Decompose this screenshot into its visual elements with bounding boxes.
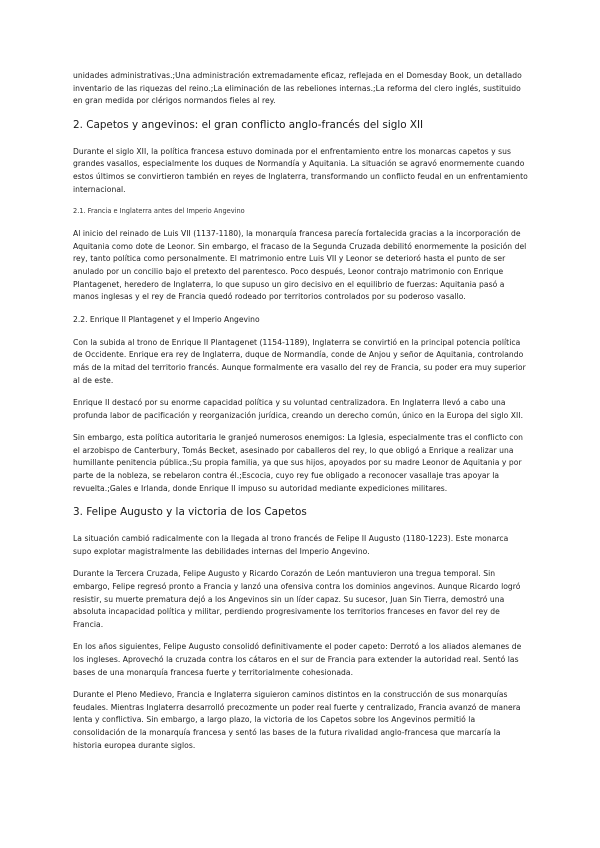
paragraph-pleno-medievo: Durante el Pleno Medievo, Francia e Inglaterra siguieron caminos distintos en la construcción de sus monarquías feudales. Mientras Inglaterra desarrolló precozmente un poder real fuerte y centralizado, Francia avanzó de manera lenta y conflictiva. Sin embargo, a largo plazo, la victoria de los Capetos sobre los Angevinos permitió la consolidación de la monarquía francesa y sentó las bases de la futura rivalidad anglo-francesa que marcaría la historia europea durante siglos. (73, 690, 521, 750)
document-body (73, 70, 528, 762)
paragraph-enemigos: Sin embargo, esta política autoritaria le granjeó numerosos enemigos: La Iglesia, especialmente tras el conflicto con el arzobispo de Canterbury, Tomás Becket, asesinado por caballeros del rey, lo que obligó a Enrique a realizar una humillante penitencia pública.;Su propia familia, ya que sus hijos, apoyados por su madre Leonor de Aquitania y por parte de la nobleza, se rebelaron contra él.;Escocia, cuyo rey fue obligado a reconocer vasallaje tras apoyar la revuelta.;Gales e Irlanda, donde Enrique II impuso su autoridad mediante expediciones militares. (73, 433, 524, 493)
paragraph-enrique-ii-trono: Con la subida al trono de Enrique II Plantagenet (1154-1189), Inglaterra se convirtió en la principal potencia política de Occidente. Enrique era rey de Inglaterra, duque de Normandía, conde de Anjou y señor de Aquitania, controlando más de la mitad del territorio francés. Aunque formalmente era vasallo del rey de Francia, su poder era muy superior al de este. (73, 337, 526, 385)
subsection-heading-2-1: 2.1. Francia e Inglaterra antes del Imperio Angevino (73, 207, 245, 216)
paragraph-enrique-ii-politica: Enrique II destacó por su enorme capacidad política y su voluntad centralizadora. En Inglaterra llevó a cabo una profunda labor de pacificación y reorganización jurídica, creando un derecho común, único en la Europa del siglo XII. (73, 398, 524, 420)
paragraph-consolidacion: En los años siguientes, Felipe Augusto consolidó definitivamente el poder capeto: Derrotó a los aliados alemanes de los ingleses. Aprovechó la cruzada contra los cátaros en el sur de Francia para extender la autoridad real. Sentó las bases de una monarquía francesa fuerte y territorialmente cohesionada. (73, 642, 522, 677)
paragraph-felipe-ii: La situación cambió radicalmente con la llegada al trono francés de Felipe II Augusto (1180-1223). Este monarca supo explotar magistralmente las debilidades internas del Imperio Angevino. (73, 534, 509, 556)
paragraph-intro-siglo-xii: Durante el siglo XII, la política francesa estuvo dominada por el enfrentamiento entre los monarcas capetos y sus grandes vasallos, especialmente los duques de Normandía y Aquitania. La situación se agravó enormemente cuando estos últimos se convirtieron también en reyes de Inglaterra, transformando un conflicto feudal en un enfrentamiento internacional. (73, 146, 528, 194)
paragraph-administration: unidades administrativas.;Una administración extremadamente eficaz, reflejada en el Domesday Book, un detallado inventario de las riquezas del reino.;La eliminación de las rebeliones internas.;La reforma del clero inglés, sustituido en gran medida por clérigos normandos fieles al rey. (73, 71, 522, 106)
section-heading-capetos-angevinos: 2. Capetos y angevinos: el gran conflicto anglo-francés del siglo XII (73, 118, 424, 131)
paragraph-luis-vii: Al inicio del reinado de Luis VII (1137-1180), la monarquía francesa parecía fortalecida gracias a la incorporación de Aquitania como dote de Leonor. Sin embargo, el fracaso de la Segunda Cruzada debilitó enormemente la posición del rey, tanto política como personalmente. El matrimonio entre Luis VII y Leonor se deterioró hasta el punto de ser anulado por un concilio bajo el pretexto del parentesco. Poco después, Leonor contrajo matrimonio con Enrique Plantagenet, heredero de Inglaterra, lo que supuso un giro decisivo en el equilibrio de fuerzas: Aquitania pasó a manos inglesas y el rey de Francia quedó rodeado por territorios controlados por su poderoso vasallo. (73, 229, 527, 302)
subsection-heading-2-2: 2.2. Enrique II Plantagenet y el Imperio Angevino (73, 314, 260, 324)
paragraph-tercera-cruzada: Durante la Tercera Cruzada, Felipe Augusto y Ricardo Corazón de León mantuvieron una tregua temporal. Sin embargo, Felipe regresó pronto a Francia y lanzó una ofensiva contra los dominios angevinos. Aunque Ricardo logró resistir, su muerte prematura dejó a los Angevinos sin un líder capaz. Su sucesor, Juan Sin Tierra, demostró una absoluta incapacidad política y militar, perdiendo progresivamente los territorios franceses en favor del rey de Francia. (73, 569, 521, 629)
section-heading-felipe-augusto: 3. Felipe Augusto y la victoria de los Capetos (73, 506, 307, 519)
